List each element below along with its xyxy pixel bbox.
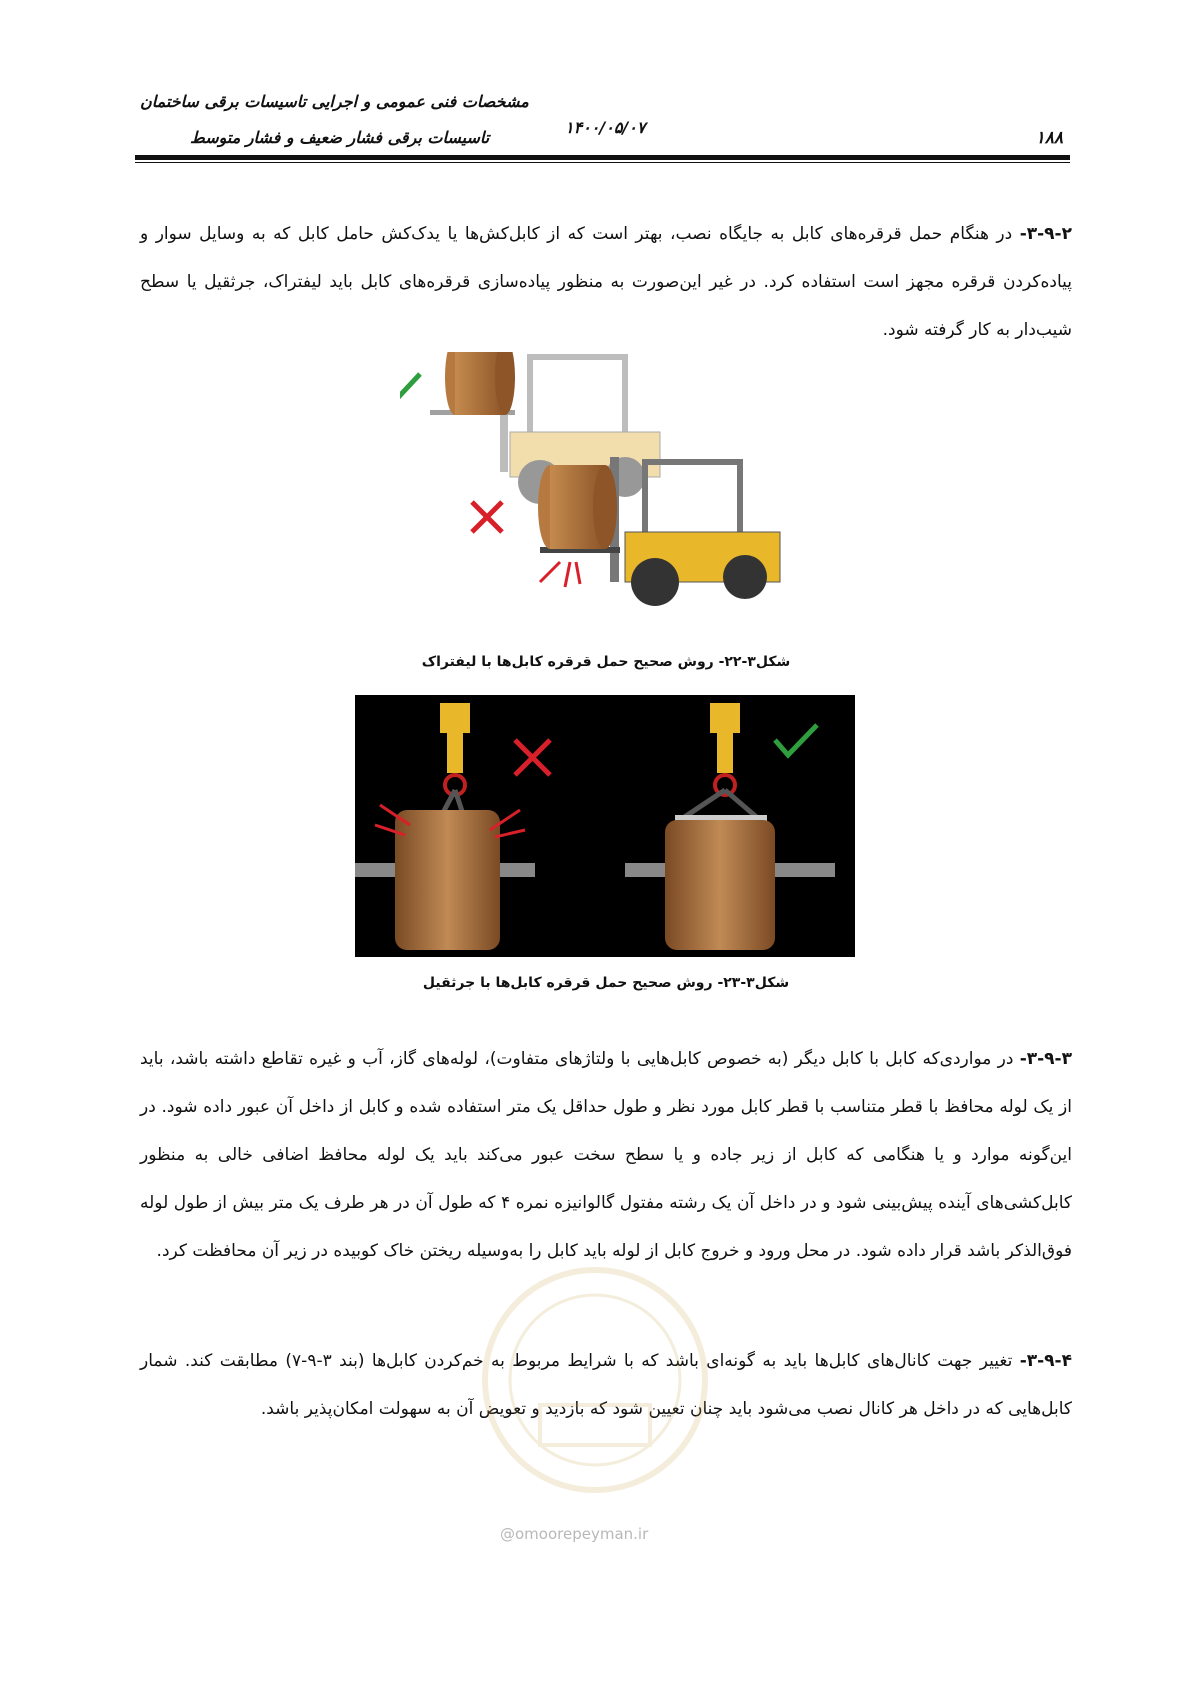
seal-icon — [470, 1255, 720, 1505]
section-3-9-3 — [140, 1035, 1072, 1275]
watermark-website: @omoorepeyman.ir — [500, 1525, 649, 1543]
section-text: تغییر جهت کانال‌های کابل‌ها باید به گونه‌ای باشد که با شرایط مربوط به خم‌کردن کابل‌ها (بند ۳-۹-۷) مطابقت کند. شمار کابل‌هایی که در داخل هر کانال نصب می‌شود باید چنان تعیین شود که بازدید و تعویض آن به سهولت امکان‌پذیر باشد. — [140, 1351, 1072, 1419]
watermark-seal — [470, 1255, 720, 1505]
forklift-illustration — [400, 352, 830, 642]
header-document-title: مشخصات فنی عمومی و اجرایی تاسیسات برقی ساختمان — [140, 92, 529, 111]
section-number: ۳-۹-۲- — [1019, 224, 1072, 244]
header-rule-thin — [135, 162, 1070, 163]
header-section-title: تاسیسات برقی فشار ضعیف و فشار متوسط — [190, 128, 490, 147]
figure-forklift — [400, 352, 830, 642]
cross-icon — [515, 740, 550, 775]
section-number: ۳-۹-۳- — [1019, 1049, 1072, 1069]
check-icon — [775, 725, 817, 755]
figure-caption-crane: شکل۳-۲۳- روش صحیح حمل قرقره کابل‌ها با جرثقیل — [422, 975, 790, 991]
section-3-9-2 — [140, 210, 1072, 354]
page-number: ۱۸۸ — [1035, 128, 1063, 148]
stress-arrows-icon — [540, 562, 580, 587]
figure-caption-forklift: شکل۳-۲۲- روش صحیح حمل قرقره کابل‌ها با لیفتراک — [421, 654, 791, 670]
section-text: در مواردی‌که کابل با کابل دیگر (به خصوص کابل‌هایی با ولتاژهای متفاوت)، لوله‌های گاز، آب و غیره تقاطع داشته باشد، باید از یک لوله محافظ با قطر متناسب با قطر کابل مورد نظر و طول حداقل یک متر استفاده شده و کابل از داخل آن عبور داده شود. در این‌گونه موارد و یا هنگامی که کابل از زیر جاده و یا سطح سخت عبور می‌کند باید یک لوله محافظ اضافی خالی به منظور کابل‌کشی‌های آینده پیش‌بینی شود و در داخل آن یک رشته مفتول گالوانیزه نمره ۴ که طول آن در هر طرف یک متر بیش از طول لوله فوق‌الذکر باشد قرار داده شود. در محل ورود و خروج کابل از لوله باید کابل را به‌وسیله ریختن خاک کوبیده در زیر آن محافظت کرد. — [140, 1049, 1072, 1261]
header-date: ۱۴۰۰/۰۵/۰۷ — [565, 118, 646, 137]
crane-illustration — [355, 695, 855, 957]
cross-icon — [472, 502, 502, 532]
check-icon — [400, 374, 420, 404]
incorrect-crane-lift — [355, 703, 550, 950]
section-number: ۳-۹-۴- — [1019, 1351, 1072, 1371]
section-text: در هنگام حمل قرقره‌های کابل به جایگاه نصب، بهتر است که از کابل‌کش‌ها یا یدک‌کش حامل کابل که به وسایل سوار و پیاده‌کردن قرقره مجهز است استفاده کرد. در غیر این‌صورت به منظور پیاده‌سازی قرقره‌های کابل باید لیفتراک، جرثقیل یا سطح شیب‌دار به کار گرفته شود. — [140, 224, 1072, 340]
figure-crane — [355, 695, 855, 957]
correct-crane-lift — [625, 703, 835, 950]
header-rule-thick — [135, 155, 1070, 160]
